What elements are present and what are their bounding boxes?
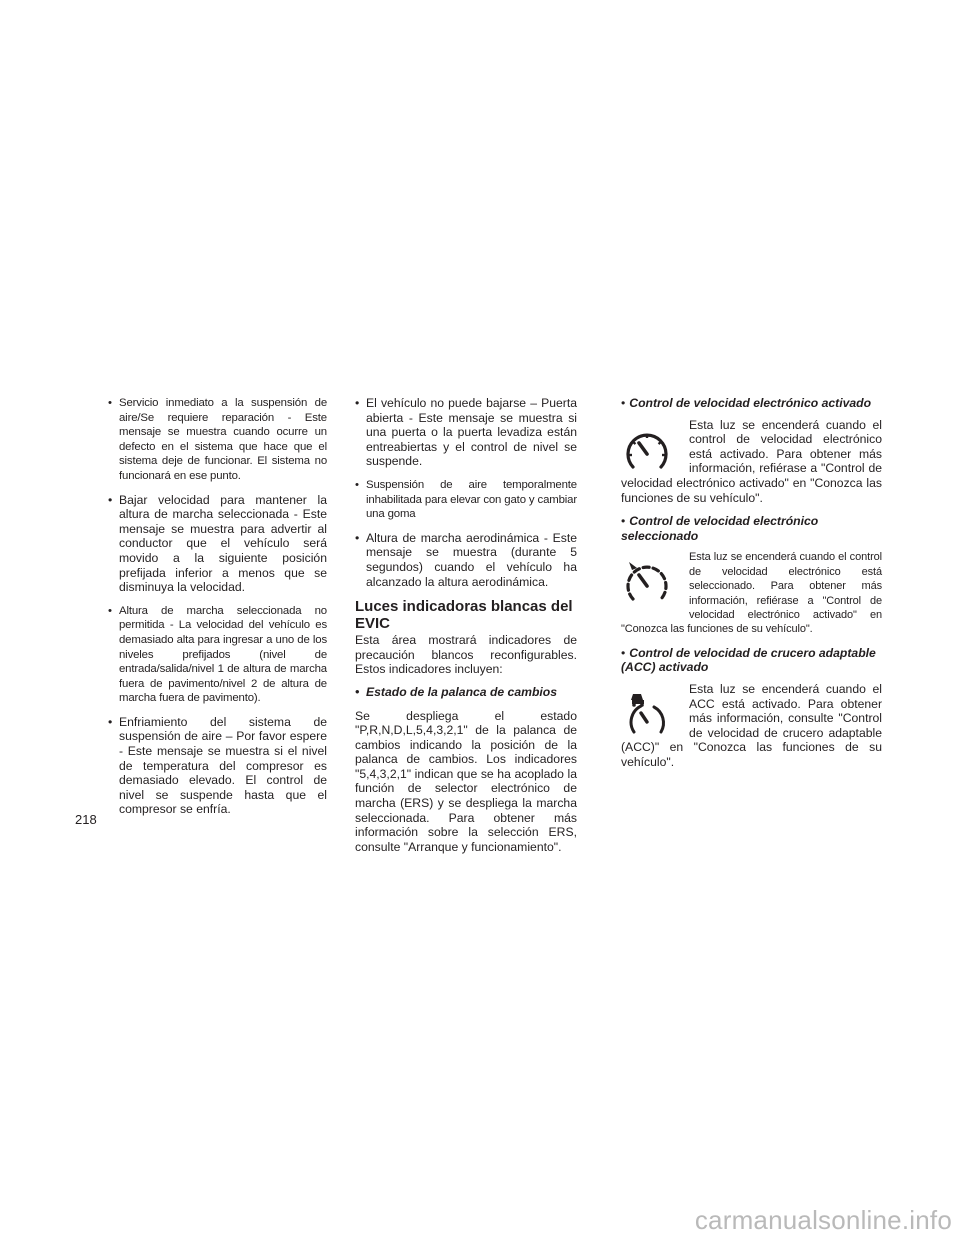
bullet-item: • Bajar velocidad para mantener la altura de marcha seleccionada - Este mensaje se muestra para advertir al conductor que el vehículo será movido a la siguiente posición prefijada inferior a menos que se disminuya la velocidad. [108, 493, 327, 595]
bullet-item: • Suspensión de aire temporalmente inhabilitada para elevar con gato y cambiar una goma [355, 478, 577, 522]
section-heading: Luces indicadoras blancas del EVIC [355, 598, 573, 633]
indicator-title: • Control de velocidad de crucero adaptable (ACC) activado [621, 645, 876, 675]
indicator-description: Esta luz se encenderá cuando el control de velocidad electrónico está seleccionado. Para obtener más información, refiérase a "Control de velocidad electrónico activado" en "Conozca las funciones de su vehículo". [621, 551, 882, 636]
item-title: • Estado de la palanca de cambios [355, 685, 577, 700]
column-right [621, 396, 882, 779]
column-middle [355, 396, 577, 862]
bullet-item: • Servicio inmediato a la suspensión de aire/Se requiere reparación - Este mensaje se muestra cuando ocurre un defecto en el sistema que hace que el sistema deje de funcionar. El sistema no funcionará en ese punto. [108, 396, 327, 484]
indicator-title: • Control de velocidad electrónico seleccionado [621, 514, 819, 543]
indicator-description: Esta luz se encenderá cuando el control de velocidad electrónico está activado. Para obtener más información, refiérase a "Control de velocidad electrónico activado" en "Conozca las funciones de su vehículo". [621, 417, 882, 505]
column-left [108, 396, 327, 826]
indicator-description: Esta luz se encenderá cuando el ACC está activado. Para obtener más información, consulte "Control de velocidad de crucero adaptable (ACC)" en "Conozca las funciones de su vehículo". [621, 681, 882, 769]
page-number: 218 [75, 812, 97, 827]
bullet-item: • Altura de marcha aerodinámica - Este mensaje se muestra (durante 5 segundos) cuando el vehículo ha alcanzado la altura aerodinámica. [355, 531, 577, 589]
speedometer-set-icon [621, 556, 673, 608]
bullet-item: • El vehículo no puede bajarse – Puerta abierta - Este mensaje se muestra si una puerta o la puerta levadiza están entreabiertas y el control de nivel se suspende. [355, 396, 577, 469]
footer-watermark[interactable]: carmanualsonline.info [694, 1205, 952, 1235]
indicator-entry [621, 514, 882, 637]
indicator-title: • Control de velocidad electrónico activado [621, 396, 872, 410]
section-intro: Esta área mostrará indicadores de precaución blancos reconfigurables. Estos indicadores incluyen: [355, 633, 577, 677]
indicator-entry [621, 646, 882, 770]
adaptive-cruise-icon [621, 688, 673, 740]
speedometer-icon [621, 424, 673, 476]
bullet-item: • Altura de marcha seleccionada no permitida - La velocidad del vehículo es demasiado alta para ingresar a uno de los niveles prefijados (nivel de entrada/salida/nivel 1 de altura de marcha fuera de pavimento/nivel 2 de altura de marcha fuera de pavimento). [108, 604, 327, 706]
indicator-entry [621, 396, 882, 505]
bullet-item: • Enfriamiento del sistema de suspensión de aire – Por favor espere - Este mensaje se muestra si el nivel de temperatura del compresor es demasiado elevado. El control de nivel se suspende hasta que el compresor se enfría. [108, 715, 327, 817]
item-text: Se despliega el estado "P,R,N,D,L,5,4,3,2,1" de la palanca de cambios indicando la posición de la palanca de cambios. Los indicadores "5,4,3,2,1" indican que se ha acoplado la función de selector electrónico de marcha (ERS) y se despliega la marcha seleccionada. Para obtener más información sobre la selección ERS, consulte "Arranque y funcionamiento". [355, 708, 577, 854]
